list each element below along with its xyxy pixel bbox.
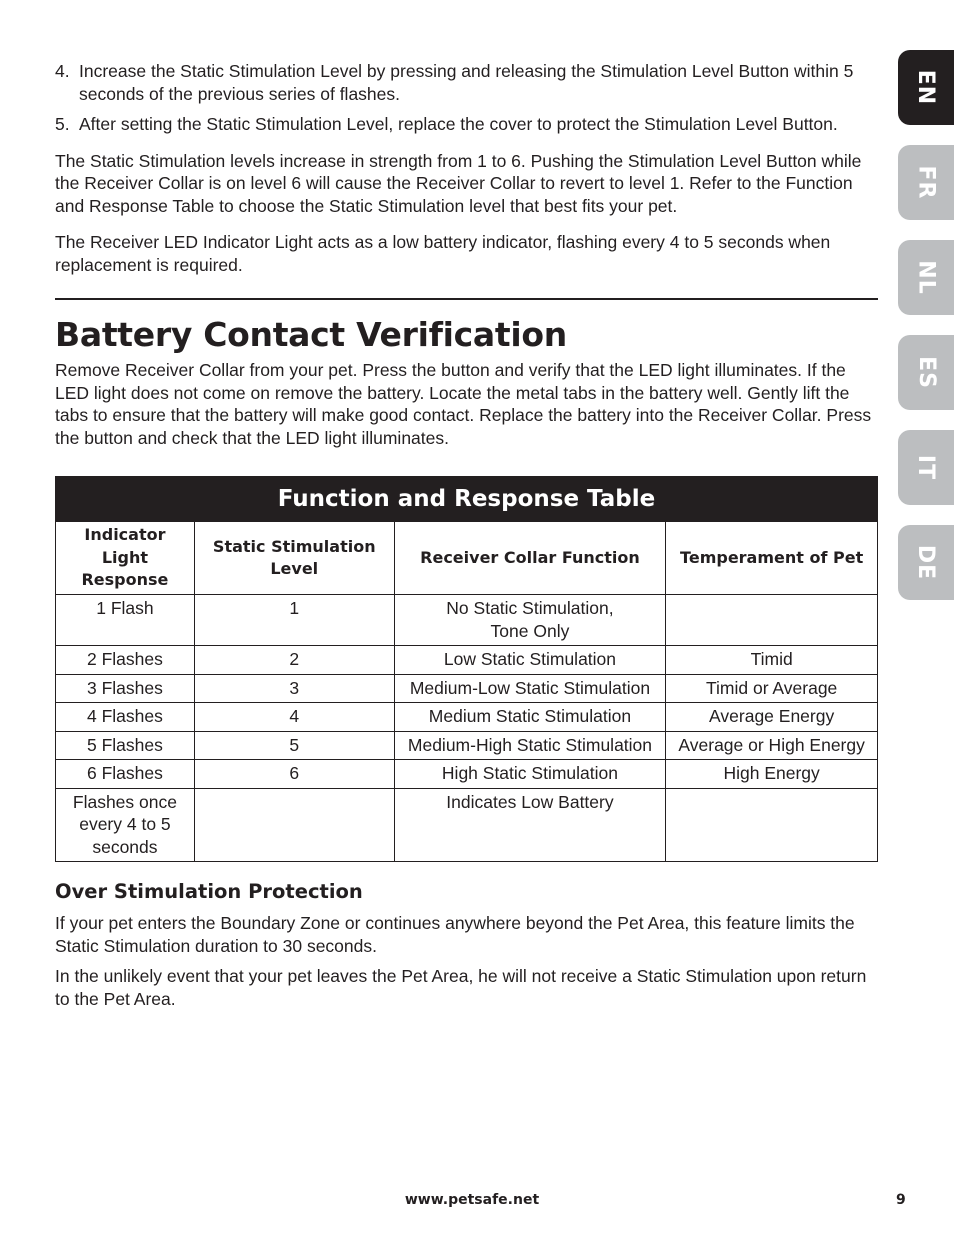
tab-label: DE — [913, 544, 939, 581]
step-text: Increase the Static Stimulation Level by pressing and releasing the Stimulation Level Button within 5 seconds of the previous series of flashes. — [79, 61, 854, 104]
table-cell: 3 Flashes — [56, 674, 195, 703]
table-cell: Indicates Low Battery — [394, 788, 666, 862]
table-row — [56, 760, 878, 789]
table-row — [56, 595, 878, 646]
page-number: 9 — [896, 1192, 906, 1208]
subsection-title: Over Stimulation Protection — [55, 880, 363, 903]
tab-it[interactable] — [898, 430, 954, 505]
table-cell: Flashes once every 4 to 5 seconds — [56, 788, 195, 862]
section-divider — [55, 298, 878, 300]
page-content — [55, 60, 878, 1010]
tab-de[interactable] — [898, 525, 954, 600]
column-header: Static Stimulation Level — [194, 522, 394, 595]
section-body: Remove Receiver Collar from your pet. Press the button and verify that the LED light illuminates. If the LED light does not come on remove the battery. Locate the metal tabs in the battery well. Gently lift the tabs to ensure that the battery will make good contact. Replace the battery into the Receiver Collar. Press the button and check that the LED light illuminates. — [55, 360, 872, 448]
step-text: After setting the Static Stimulation Level, replace the cover to protect the Stimulation Level Button. — [79, 114, 838, 134]
table-row — [56, 646, 878, 675]
body-paragraph: In the unlikely event that your pet leaves the Pet Area, he will not receive a Static Stimulation upon return to the Pet Area. — [55, 966, 867, 1009]
table-cell: Average or High Energy — [666, 731, 878, 760]
table-cell: Timid — [666, 646, 878, 675]
table-cell: No Static Stimulation, Tone Only — [394, 595, 666, 646]
table-cell: High Energy — [666, 760, 878, 789]
table-cell: Average Energy — [666, 703, 878, 732]
column-header: Temperament of Pet — [666, 522, 878, 595]
step-list — [55, 60, 878, 136]
table-cell: Medium Static Stimulation — [394, 703, 666, 732]
tab-fr[interactable] — [898, 145, 954, 220]
table-cell — [194, 788, 394, 862]
table-cell: High Static Stimulation — [394, 760, 666, 789]
tab-en[interactable] — [898, 50, 954, 125]
section-title: Battery Contact Verification — [55, 315, 567, 354]
table-cell: 1 — [194, 595, 394, 646]
table-cell — [666, 595, 878, 646]
table-row — [56, 674, 878, 703]
language-tabs — [898, 50, 954, 620]
tab-label: EN — [913, 69, 939, 106]
table-cell: 1 Flash — [56, 595, 195, 646]
table-title: Function and Response Table — [56, 477, 878, 522]
table-cell: Low Static Stimulation — [394, 646, 666, 675]
column-header: Receiver Collar Function — [394, 522, 666, 595]
body-paragraph: If your pet enters the Boundary Zone or continues anywhere beyond the Pet Area, this feature limits the Static Stimulation duration to 30 seconds. — [55, 913, 855, 956]
table-cell — [666, 788, 878, 862]
table-row — [56, 731, 878, 760]
footer-url[interactable]: www.petsafe.net — [404, 1192, 540, 1208]
table-cell: 4 — [194, 703, 394, 732]
step-number: 5. — [55, 114, 70, 134]
function-response-table — [55, 476, 878, 862]
body-paragraph: The Static Stimulation levels increase in strength from 1 to 6. Pushing the Stimulation Level Button while the Receiver Collar is on level 6 will cause the Receiver Collar to revert to level 1. Refer to the Function and Response Table to choose the Static Stimulation level that best fits your pet. — [55, 150, 862, 216]
column-header: Indicator Light Response — [56, 522, 195, 595]
table-row — [56, 788, 878, 862]
table-cell: 4 Flashes — [56, 703, 195, 732]
tab-label: NL — [913, 260, 939, 295]
table-cell: 2 Flashes — [56, 646, 195, 675]
step-number: 4. — [55, 61, 70, 81]
tab-nl[interactable] — [898, 240, 954, 315]
table-cell: 6 — [194, 760, 394, 789]
table-cell: Medium-High Static Stimulation — [394, 731, 666, 760]
tab-es[interactable] — [898, 335, 954, 410]
list-item — [55, 60, 878, 105]
table-cell: 6 Flashes — [56, 760, 195, 789]
table-cell: 3 — [194, 674, 394, 703]
tab-label: ES — [913, 356, 939, 389]
table-cell: Medium-Low Static Stimulation — [394, 674, 666, 703]
table-cell: Timid or Average — [666, 674, 878, 703]
table-cell: 5 — [194, 731, 394, 760]
list-item — [55, 113, 878, 136]
table-cell: 5 Flashes — [56, 731, 195, 760]
tab-label: IT — [913, 454, 939, 481]
body-paragraph: The Receiver LED Indicator Light acts as a low battery indicator, flashing every 4 to 5 seconds when replacement is required. — [55, 232, 831, 275]
table-row — [56, 703, 878, 732]
tab-label: FR — [913, 165, 939, 200]
table-cell: 2 — [194, 646, 394, 675]
